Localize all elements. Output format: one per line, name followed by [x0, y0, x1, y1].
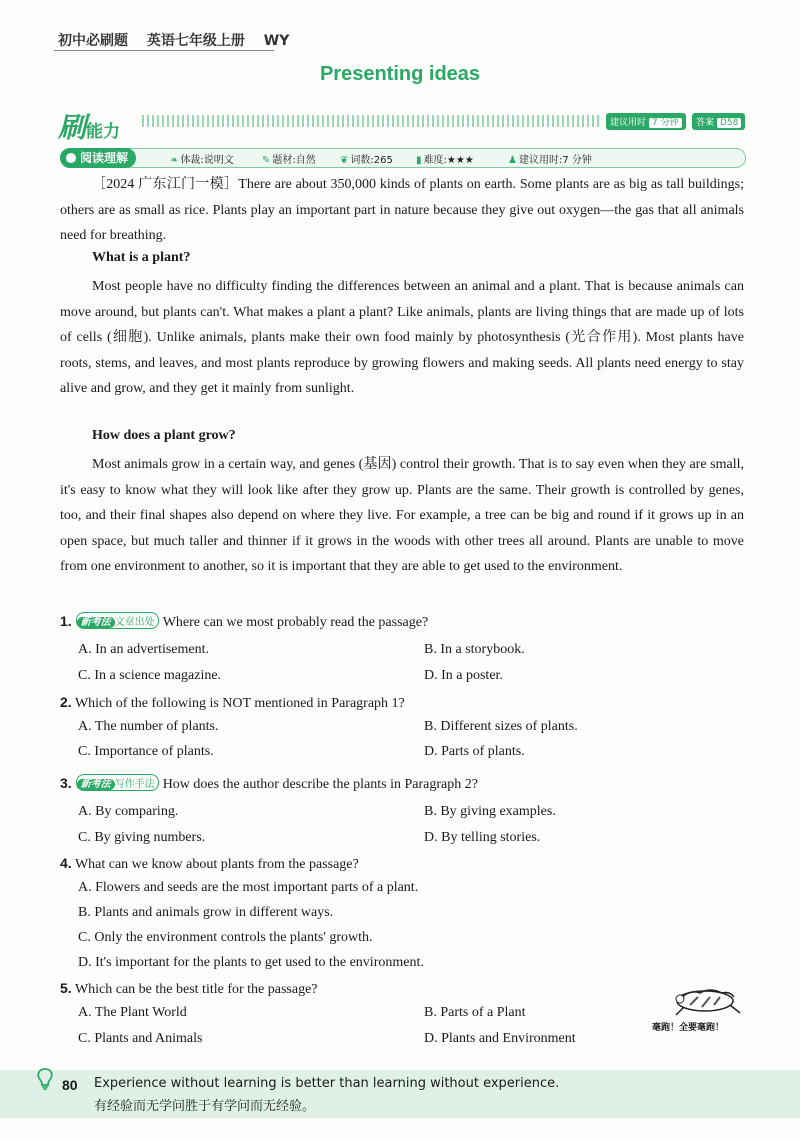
- meta-difficulty-text: 难度:★★★: [423, 155, 474, 166]
- cartoon-caption: 毫跑！全要毫跑！: [652, 1023, 725, 1033]
- quote-english: Experience without learning is better than learning without experience.: [94, 1076, 560, 1091]
- question-1: 1. 新考法 文章出处 Where can we most probably read the passage?: [60, 613, 429, 630]
- book-name: 初中必刷题: [58, 33, 128, 49]
- reading-info-bar: [60, 148, 746, 168]
- question-4: 4. What can we know about plants from the passage?: [60, 855, 359, 872]
- meta-topic: [262, 151, 316, 166]
- bar-icon: ▮: [416, 155, 422, 166]
- page-title: Presenting ideas: [319, 63, 481, 85]
- time-chip: [606, 113, 686, 130]
- reading-label: [60, 148, 136, 168]
- q2-option-c[interactable]: C. Importance of plants.: [78, 744, 214, 759]
- q2-option-a[interactable]: A. The number of plants.: [78, 719, 219, 734]
- leaf-icon: ❧: [170, 155, 179, 166]
- question-3: 3. 新考法 写作手法 How does the author describe the plants in Paragraph 2?: [60, 775, 478, 792]
- paragraph-3: Most animals grow in a certain way, and genes (基因) control their growth. That is to say even when they are small, it's easy to know what they will look like after they grow up. Plants are the same. Their growth is controlled by genes, too, and their final shapes also depend on where they live. For example, a tree can be big and round if it grows up in an open space, but much taller and thinner if it grows in the woods with other trees all around. Plants are unable to move from one environment to another, so it is important that they are able to get used to the environment.: [60, 457, 744, 574]
- paragraph-2: Most people have no difficulty finding the differences between an animal and a plant. That is because animals can move around, but plants can't. What makes a plant a plant? Like animals, plants are living things that are made up of lots of cells (细胞). Unlike animals, plants make their own food mainly by photosynthesis (光合作用). Most plants have roots, stems, and leaves, and most plants reproduce by growing flowers and making seeds. All plants need energy to stay alive and grow, and they get it mainly from sunlight.: [60, 279, 744, 396]
- q1-option-d[interactable]: D. In a poster.: [424, 668, 503, 683]
- meta-time: [508, 151, 592, 166]
- q1-option-a[interactable]: A. In an advertisement.: [78, 642, 210, 657]
- time-value: 7 分钟: [649, 118, 682, 128]
- q1-option-c[interactable]: C. In a science magazine.: [78, 668, 222, 683]
- meta-topic-text: 题材:自然: [272, 155, 316, 166]
- running-header: [58, 30, 303, 50]
- meta-genre: [170, 151, 234, 166]
- dot-icon: [66, 153, 76, 163]
- pen-icon: ✎: [262, 155, 271, 166]
- q4-option-a[interactable]: A. Flowers and seeds are the most important parts of a plant.: [78, 880, 419, 895]
- header-underline: [54, 50, 274, 51]
- lightbulb-icon: [36, 1068, 54, 1090]
- person-icon: ♟: [508, 155, 517, 166]
- q3-option-b[interactable]: B. By giving examples.: [424, 804, 556, 819]
- edition: WY: [263, 33, 290, 49]
- brand-big: 刷: [58, 111, 87, 144]
- q5-option-c[interactable]: C. Plants and Animals: [78, 1031, 203, 1046]
- q5-option-b[interactable]: B. Parts of a Plant: [424, 1005, 526, 1020]
- brand-dashes: [142, 115, 600, 127]
- question-2: 2. Which of the following is NOT mentioned in Paragraph 1?: [60, 694, 405, 711]
- heading-how-grow: How does a plant grow?: [92, 428, 236, 443]
- q1-option-b[interactable]: B. In a storybook.: [424, 642, 525, 657]
- q5-option-d[interactable]: D. Plants and Environment: [424, 1031, 576, 1046]
- brand-small: 能力: [86, 122, 121, 142]
- answer-chip: [692, 113, 745, 130]
- time-label: 建议用时: [610, 118, 647, 128]
- q3-option-c[interactable]: C. By giving numbers.: [78, 830, 206, 845]
- meta-words-text: 词数:265: [350, 155, 393, 166]
- meta-difficulty: [416, 151, 474, 166]
- reading-label-text: 阅读理解: [80, 151, 129, 165]
- page-number: 80: [62, 1077, 78, 1093]
- question-5: 5. Which can be the best title for the passage?: [60, 980, 318, 997]
- q2-option-b[interactable]: B. Different sizes of plants.: [424, 719, 578, 734]
- q3-option-a[interactable]: A. By comparing.: [78, 804, 179, 819]
- subject-name: 英语七年级上册: [146, 33, 245, 49]
- meta-time-text: 建议用时:7 分钟: [518, 155, 592, 166]
- q5-option-a[interactable]: A. The Plant World: [78, 1005, 187, 1020]
- q4-option-c[interactable]: C. Only the environment controls the plants' growth.: [78, 930, 373, 945]
- q3-option-d[interactable]: D. By telling stories.: [424, 830, 541, 845]
- new-method-tag: 新考法 文章出处: [76, 612, 159, 629]
- answer-page: D58: [717, 118, 741, 128]
- paragraph-1: ［2024 广东江门一模］There are about 350,000 kinds of plants on earth. Some plants are as big as tall buildings; others are as small as rice. Plants play an important part in nature because they give out oxygen—the gas that all animals need for breathing.: [60, 177, 744, 243]
- answer-label: 答案: [696, 118, 715, 128]
- heading-what-is-a-plant: What is a plant?: [92, 250, 191, 265]
- new-method-tag: 新考法 写作手法: [76, 774, 159, 791]
- q4-option-b[interactable]: B. Plants and animals grow in different ways.: [78, 905, 334, 920]
- meta-genre-text: 体裁:说明文: [180, 155, 234, 166]
- q4-option-d[interactable]: D. It's important for the plants to get used to the environment.: [78, 955, 424, 970]
- section-brand: [58, 106, 120, 146]
- meta-words: [340, 151, 393, 166]
- leaf-icon: ❦: [340, 155, 349, 166]
- quote-chinese: 有经验而无学问胜于有学问而无经验。: [94, 1099, 316, 1114]
- q2-option-d[interactable]: D. Parts of plants.: [424, 744, 525, 759]
